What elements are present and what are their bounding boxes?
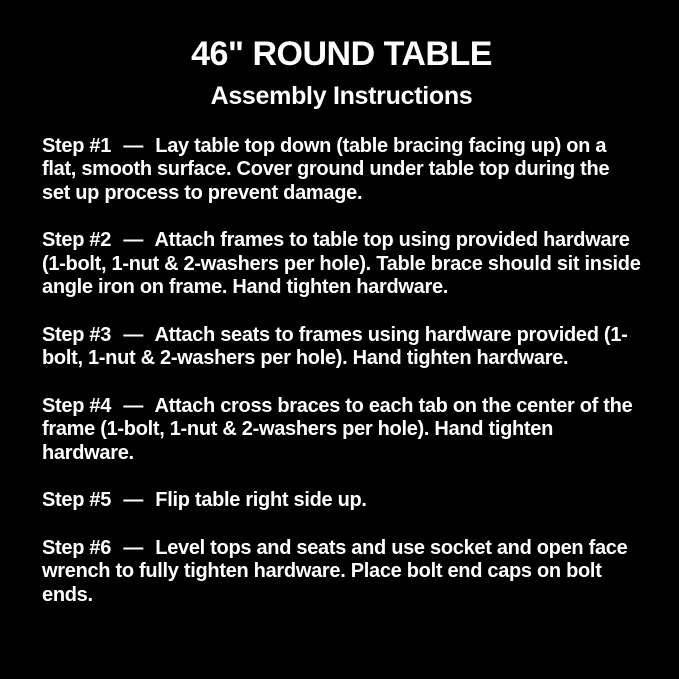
- step-text: Attach seats to frames using hardware provided (1-bolt, 1-nut & 2-washers per hole). Hand tighten hardware.: [42, 323, 628, 370]
- header: [42, 34, 641, 111]
- step-paragraph: [42, 135, 641, 206]
- step-text: Lay table top down (table bracing facing up) on a flat, smooth surface. Cover ground under table top during the set up process to prevent damage.: [42, 134, 610, 204]
- step-paragraph: [42, 537, 641, 608]
- step-separator: —: [123, 536, 144, 559]
- step-separator: —: [123, 229, 144, 252]
- step-label: Step #4: [42, 394, 112, 417]
- steps-list: [42, 135, 641, 608]
- step-separator: —: [123, 489, 144, 512]
- step-paragraph: [42, 395, 641, 466]
- step-text: Flip table right side up.: [155, 489, 367, 512]
- step-label: Step #3: [42, 323, 112, 346]
- step-separator: —: [123, 394, 144, 417]
- step-label: Step #6: [42, 536, 112, 559]
- page-subtitle: Assembly Instructions: [210, 81, 473, 110]
- step-text: Level tops and seats and use socket and open face wrench to fully tighten hardware. Place bolt end caps on bolt ends.: [42, 536, 628, 606]
- step-label: Step #1: [42, 134, 112, 157]
- step-text: Attach cross braces to each tab on the center of the frame (1-bolt, 1-nut & 2-washers per hole). Hand tighten hardware.: [42, 394, 633, 464]
- step-label: Step #5: [42, 489, 112, 512]
- step-label: Step #2: [42, 229, 112, 252]
- step-separator: —: [123, 323, 144, 346]
- step-paragraph: [42, 229, 641, 300]
- step-paragraph: [42, 324, 641, 371]
- step-paragraph: [42, 489, 641, 513]
- page-title: 46" ROUND TABLE: [191, 35, 492, 73]
- step-text: Attach frames to table top using provided hardware (1-bolt, 1-nut & 2-washers per hole). Table brace should sit inside angle iron on frame. Hand tighten hardware.: [42, 229, 641, 299]
- step-separator: —: [123, 134, 144, 157]
